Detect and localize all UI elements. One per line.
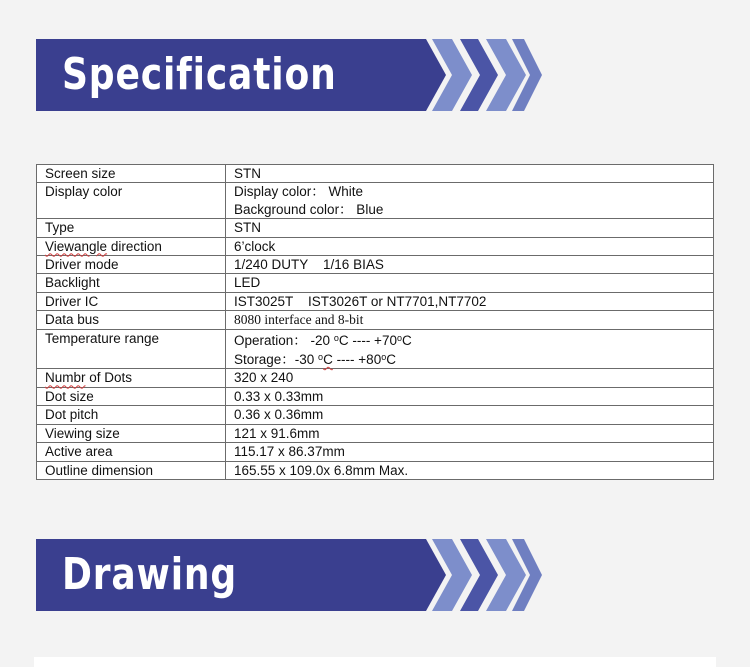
of-dots-words: of Dots (85, 370, 133, 386)
operation-prefix: Operation： -20 (234, 332, 334, 348)
drawing-panel (34, 657, 716, 667)
specification-banner (36, 39, 536, 111)
spec-label: Data bus (37, 311, 226, 329)
spec-label: Viewing size (37, 424, 226, 442)
table-row (37, 219, 714, 237)
spec-label (37, 369, 226, 387)
storage-end: C (386, 352, 396, 368)
spec-label: Backlight (37, 274, 226, 292)
degree-symbol: o (396, 332, 402, 343)
table-row (37, 274, 714, 292)
direction-word: direction (107, 238, 162, 254)
specification-title: Specification (62, 49, 337, 100)
table-row (37, 292, 714, 310)
spec-label: Active area (37, 443, 226, 461)
drawing-banner (36, 539, 536, 611)
spec-label: Driver mode (37, 256, 226, 274)
viewangle-word: Viewangle (45, 238, 108, 254)
table-row (37, 461, 714, 479)
table-row (37, 165, 714, 183)
spec-label: Screen size (37, 165, 226, 183)
table-row (37, 387, 714, 405)
spec-value: IST3025T IST3026T or NT7701,NT7702 (226, 292, 714, 310)
spec-value: LED (226, 274, 714, 292)
spec-value: 320 x 240 (226, 369, 714, 387)
table-row (37, 256, 714, 274)
spec-label: Type (37, 219, 226, 237)
table-row (37, 329, 714, 369)
spec-value: 165.55 x 109.0x 6.8mm Max. (226, 461, 714, 479)
background-color-line: Background color： Blue (234, 201, 384, 217)
spec-label: Dot size (37, 387, 226, 405)
spec-value: 0.33 x 0.33mm (226, 387, 714, 405)
spec-value: 0.36 x 0.36mm (226, 406, 714, 424)
table-row (37, 406, 714, 424)
storage-celsius: C (323, 352, 333, 368)
table-row (37, 369, 714, 387)
spec-table (36, 164, 714, 480)
table-row (37, 237, 714, 255)
degree-symbol: o (333, 332, 339, 343)
spec-value: 121 x 91.6mm (226, 424, 714, 442)
degree-symbol: o (381, 352, 387, 363)
operation-end: C (401, 332, 412, 348)
storage-temp (234, 349, 705, 368)
spec-value: 115.17 x 86.37mm (226, 443, 714, 461)
spec-label: Driver IC (37, 292, 226, 310)
numbr-word: Numbr (45, 370, 86, 386)
spec-value (226, 329, 714, 369)
storage-mid: ---- +80 (332, 352, 382, 368)
table-row (37, 311, 714, 329)
spec-value: 6’clock (226, 237, 714, 255)
spec-value: 1/240 DUTY 1/16 BIAS (226, 256, 714, 274)
operation-mid: C ---- +70 (338, 332, 397, 348)
spec-value: STN (226, 219, 714, 237)
spec-value: 8080 interface and 8-bit (226, 311, 714, 329)
degree-symbol: o (318, 352, 324, 363)
spec-value (226, 183, 714, 219)
spec-value: STN (226, 165, 714, 183)
spec-label: Display color (37, 183, 226, 219)
table-row (37, 443, 714, 461)
spec-label: Dot pitch (37, 406, 226, 424)
spec-label (37, 237, 226, 255)
display-color-line: Display color： White (234, 184, 364, 200)
storage-prefix: Storage：-30 (234, 352, 319, 368)
table-row (37, 183, 714, 219)
operation-temp (234, 330, 705, 349)
spec-label: Temperature range (37, 329, 226, 369)
drawing-title: Drawing (62, 549, 238, 600)
spec-label: Outline dimension (37, 461, 226, 479)
table-row (37, 424, 714, 442)
